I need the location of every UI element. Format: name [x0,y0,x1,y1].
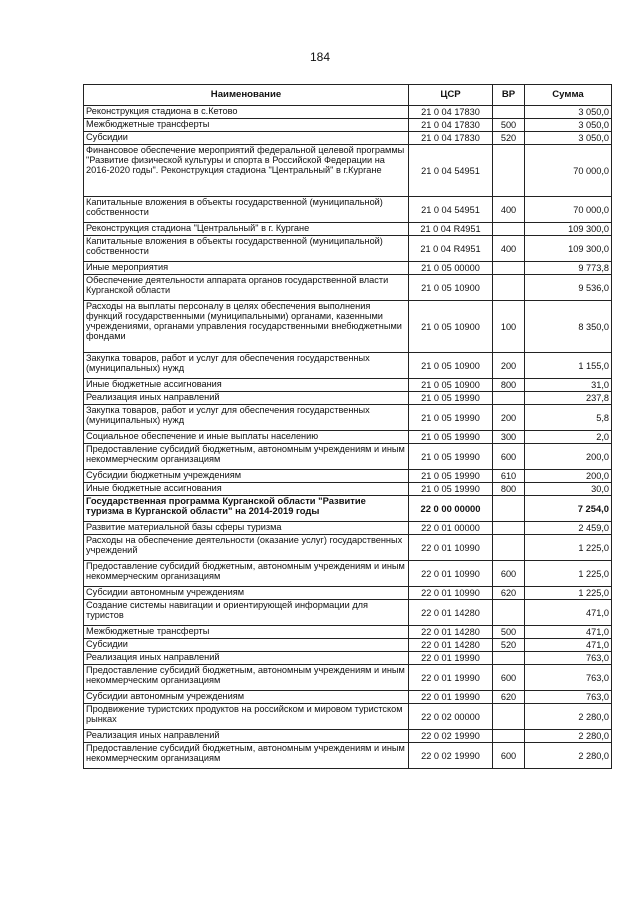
row-name: Иные бюджетные ассигнования [84,483,409,496]
row-name: Капитальные вложения в объекты государственной (муниципальной) собственности [84,197,409,223]
row-sum: 5,8 [525,405,612,431]
row-name: Финансовое обеспечение мероприятий федеральной целевой программы "Развитие физической культуры и спорта в Российской Федерации на 2016-2020 годы". Реконструкция стадиона "Центральный" в г.Кургане [84,145,409,197]
row-sum: 1 225,0 [525,535,612,561]
row-csr: 21 0 04 17830 [409,119,493,132]
row-name: Продвижение туристских продуктов на российском и мировом туристском рынках [84,704,409,730]
row-csr: 22 0 01 19990 [409,665,493,691]
row-vr: 600 [493,743,525,769]
row-name: Реализация иных направлений [84,392,409,405]
row-name: Предоставление субсидий бюджетным, автономным учреждениям и иным некоммерческим организациям [84,561,409,587]
table-row [84,535,612,561]
row-name: Предоставление субсидий бюджетным, автономным учреждениям и иным некоммерческим организациям [84,665,409,691]
row-csr: 21 0 05 10900 [409,301,493,353]
row-name: Предоставление субсидий бюджетным, автономным учреждениям и иным некоммерческим организациям [84,743,409,769]
row-sum: 3 050,0 [525,132,612,145]
row-vr: 610 [493,470,525,483]
row-sum: 763,0 [525,652,612,665]
table-row [84,652,612,665]
table-header-row [84,85,612,106]
row-vr [493,496,525,522]
table-row [84,561,612,587]
row-csr: 21 0 05 19990 [409,483,493,496]
page-number: 184 [309,50,331,64]
row-vr: 100 [493,301,525,353]
row-csr: 21 0 05 10900 [409,353,493,379]
table-row [84,444,612,470]
row-csr: 22 0 02 00000 [409,704,493,730]
row-sum: 200,0 [525,444,612,470]
row-vr [493,262,525,275]
row-sum: 237,8 [525,392,612,405]
row-sum: 3 050,0 [525,106,612,119]
row-vr [493,223,525,236]
row-name: Расходы на выплаты персоналу в целях обеспечения выполнения функций государственными (муниципальными) органами, казенными учреждениями, органами управления государственными внебюджетными фондами [84,301,409,353]
row-sum: 70 000,0 [525,197,612,223]
table-row [84,743,612,769]
header-vr: ВР [493,85,525,106]
row-vr: 200 [493,405,525,431]
row-name: Иные бюджетные ассигнования [84,379,409,392]
row-csr: 21 0 05 19990 [409,431,493,444]
row-vr: 520 [493,639,525,652]
row-sum: 3 050,0 [525,119,612,132]
row-name: Субсидии автономным учреждениям [84,691,409,704]
row-csr: 21 0 05 00000 [409,262,493,275]
table-row [84,275,612,301]
row-vr [493,392,525,405]
row-vr: 800 [493,483,525,496]
row-csr: 22 0 00 00000 [409,496,493,522]
table-row [84,626,612,639]
row-sum: 471,0 [525,600,612,626]
row-vr: 400 [493,197,525,223]
table-row [84,522,612,535]
row-csr: 21 0 04 54951 [409,145,493,197]
row-csr: 22 0 02 19990 [409,743,493,769]
table-row [84,483,612,496]
row-sum: 471,0 [525,626,612,639]
header-sum: Сумма [525,85,612,106]
table-row [84,262,612,275]
row-vr: 500 [493,626,525,639]
row-csr: 22 0 01 19990 [409,691,493,704]
row-name: Капитальные вложения в объекты государственной (муниципальной) собственности [84,236,409,262]
row-sum: 109 300,0 [525,223,612,236]
row-name: Реконструкция стадиона "Центральный" в г. Кургане [84,223,409,236]
table-row [84,379,612,392]
row-csr: 22 0 01 14280 [409,626,493,639]
table-row [84,470,612,483]
table-row [84,704,612,730]
row-csr: 21 0 05 10900 [409,275,493,301]
table-row [84,665,612,691]
row-name: Межбюджетные трансферты [84,626,409,639]
row-csr: 21 0 05 19990 [409,405,493,431]
row-vr: 800 [493,379,525,392]
row-sum: 2 280,0 [525,743,612,769]
row-vr: 400 [493,236,525,262]
row-name: Субсидии автономным учреждениям [84,587,409,600]
row-vr [493,704,525,730]
row-sum: 9 536,0 [525,275,612,301]
row-vr [493,730,525,743]
row-name: Субсидии бюджетным учреждениям [84,470,409,483]
table-row [84,431,612,444]
row-vr [493,275,525,301]
row-sum: 1 225,0 [525,561,612,587]
row-csr: 22 0 01 10990 [409,561,493,587]
row-sum: 109 300,0 [525,236,612,262]
row-vr [493,145,525,197]
row-sum: 31,0 [525,379,612,392]
table-row [84,639,612,652]
row-name: Иные мероприятия [84,262,409,275]
table-row [84,600,612,626]
row-sum: 763,0 [525,691,612,704]
row-sum: 8 350,0 [525,301,612,353]
table-row [84,496,612,522]
header-csr: ЦСР [409,85,493,106]
row-csr: 22 0 01 00000 [409,522,493,535]
table-row [84,106,612,119]
row-csr: 21 0 05 10900 [409,379,493,392]
table-row [84,132,612,145]
row-name: Закупка товаров, работ и услуг для обеспечения государственных (муниципальных) нужд [84,405,409,431]
row-csr: 22 0 02 19990 [409,730,493,743]
table-row [84,691,612,704]
header-name: Наименование [84,85,409,106]
row-sum: 2,0 [525,431,612,444]
row-vr [493,106,525,119]
row-sum: 9 773,8 [525,262,612,275]
row-csr: 21 0 05 19990 [409,444,493,470]
row-name: Реконструкция стадиона в с.Кетово [84,106,409,119]
row-vr: 600 [493,665,525,691]
row-sum: 1 225,0 [525,587,612,600]
table-row [84,145,612,197]
row-csr: 21 0 05 19990 [409,470,493,483]
table-row [84,392,612,405]
row-sum: 1 155,0 [525,353,612,379]
row-vr [493,535,525,561]
row-name: Субсидии [84,639,409,652]
table-row [84,223,612,236]
table-row [84,197,612,223]
budget-table [83,84,612,769]
row-vr [493,600,525,626]
table-row [84,405,612,431]
row-name: Обеспечение деятельности аппарата органов государственной власти Курганской области [84,275,409,301]
row-csr: 22 0 01 10990 [409,587,493,600]
row-csr: 21 0 04 17830 [409,106,493,119]
row-csr: 22 0 01 14280 [409,639,493,652]
row-name: Создание системы навигации и ориентирующей информации для туристов [84,600,409,626]
row-name: Реализация иных направлений [84,730,409,743]
table-row [84,236,612,262]
row-csr: 22 0 01 14280 [409,600,493,626]
row-sum: 2 280,0 [525,704,612,730]
row-name: Государственная программа Курганской области "Развитие туризма в Курганской области" на 2014-2019 годы [84,496,409,522]
row-vr [493,652,525,665]
row-vr: 620 [493,587,525,600]
row-sum: 30,0 [525,483,612,496]
table-row [84,301,612,353]
row-csr: 21 0 04 54951 [409,197,493,223]
row-vr: 600 [493,444,525,470]
row-name: Социальное обеспечение и иные выплаты населению [84,431,409,444]
row-name: Межбюджетные трансферты [84,119,409,132]
row-sum: 7 254,0 [525,496,612,522]
row-sum: 70 000,0 [525,145,612,197]
row-vr: 620 [493,691,525,704]
row-vr: 200 [493,353,525,379]
row-csr: 21 0 04 17830 [409,132,493,145]
table-body [84,106,612,769]
table-row [84,119,612,132]
row-sum: 763,0 [525,665,612,691]
row-csr: 22 0 01 10990 [409,535,493,561]
row-sum: 471,0 [525,639,612,652]
row-name: Субсидии [84,132,409,145]
row-name: Предоставление субсидий бюджетным, автономным учреждениям и иным некоммерческим организациям [84,444,409,470]
table-row [84,587,612,600]
row-vr: 600 [493,561,525,587]
row-name: Расходы на обеспечение деятельности (оказание услуг) государственных учреждений [84,535,409,561]
table-row [84,353,612,379]
row-sum: 2 459,0 [525,522,612,535]
row-csr: 21 0 04 R4951 [409,223,493,236]
row-name: Развитие материальной базы сферы туризма [84,522,409,535]
row-vr: 500 [493,119,525,132]
row-name: Закупка товаров, работ и услуг для обеспечения государственных (муниципальных) нужд [84,353,409,379]
row-name: Реализация иных направлений [84,652,409,665]
table-row [84,730,612,743]
row-csr: 21 0 05 19990 [409,392,493,405]
row-csr: 21 0 04 R4951 [409,236,493,262]
row-csr: 22 0 01 19990 [409,652,493,665]
row-vr: 520 [493,132,525,145]
row-sum: 200,0 [525,470,612,483]
row-vr: 300 [493,431,525,444]
row-sum: 2 280,0 [525,730,612,743]
row-vr [493,522,525,535]
